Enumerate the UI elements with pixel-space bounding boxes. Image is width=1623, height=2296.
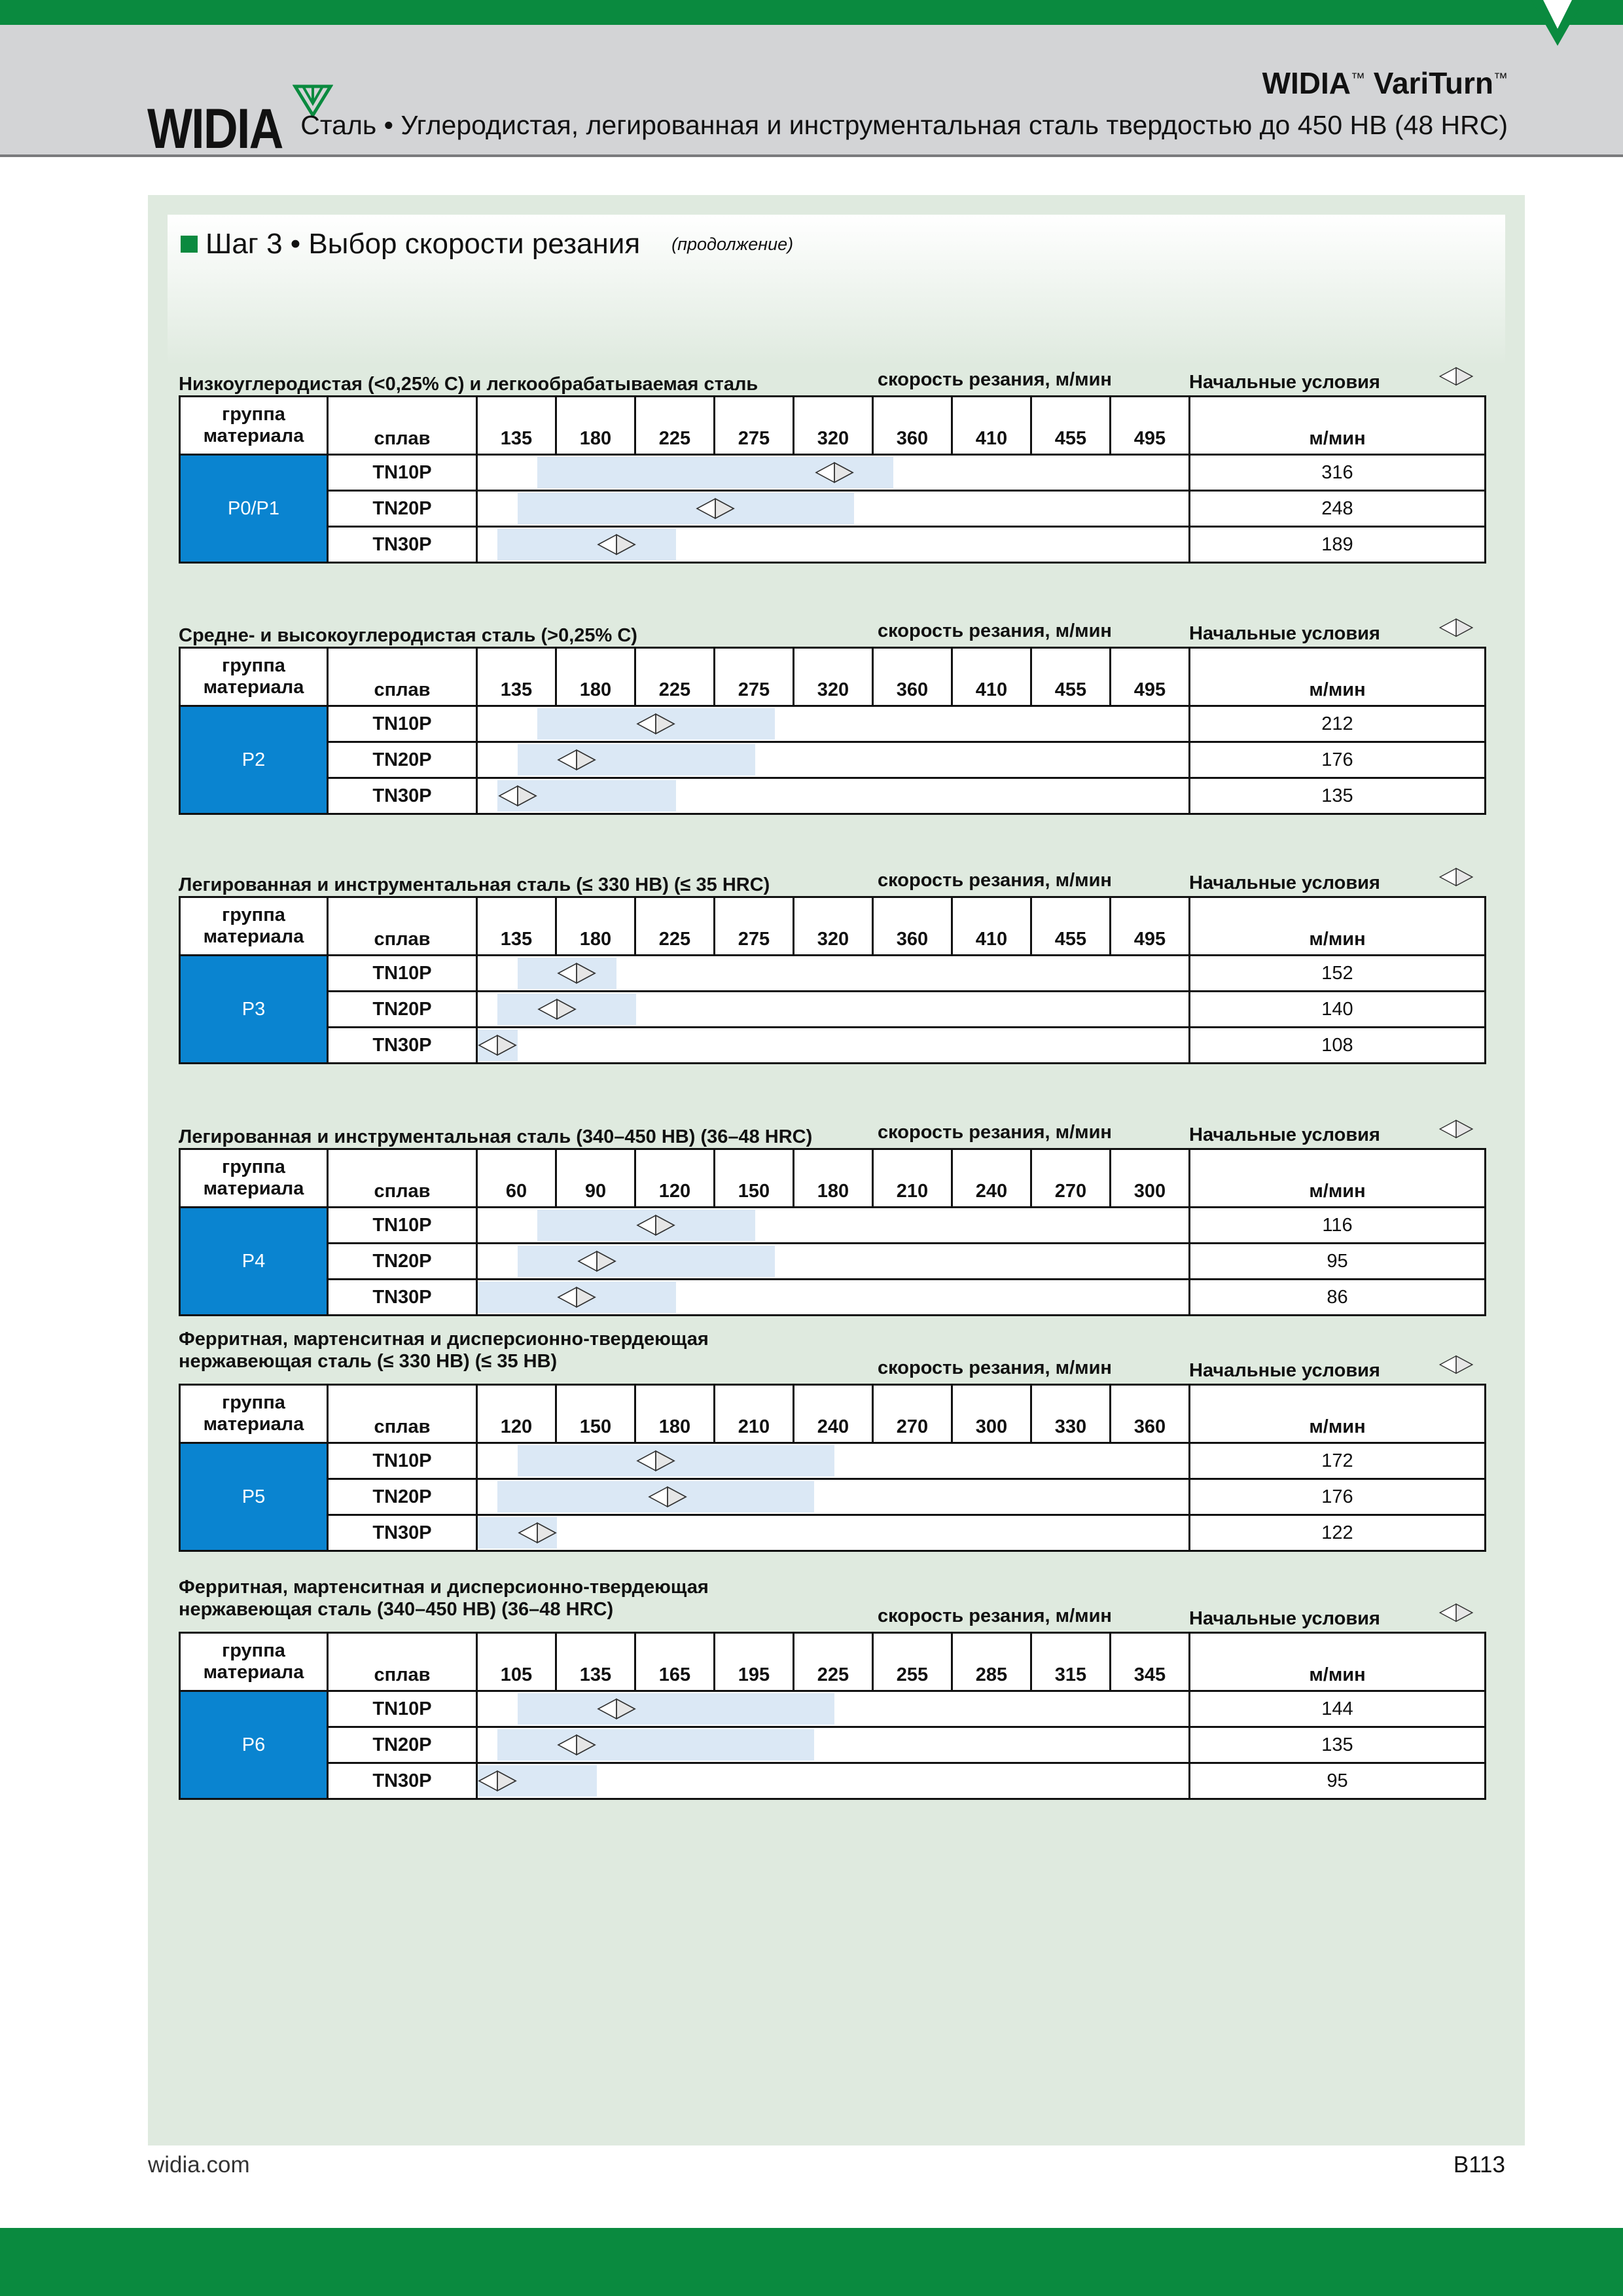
speed-tick-label: 320 (794, 648, 873, 706)
speed-tick-label: 135 (556, 1633, 635, 1691)
speed-range-bar (518, 1445, 834, 1477)
alloy-name: TN10P (328, 455, 477, 491)
start-speed-diamond-icon (478, 1770, 517, 1792)
speed-range-cell (477, 992, 1190, 1028)
speed-tick-label: 240 (794, 1385, 873, 1443)
content-panel (148, 195, 1525, 2145)
speed-range-cell (477, 1691, 1190, 1727)
alloy-name: TN20P (328, 491, 477, 527)
alloy-name: TN30P (328, 1028, 477, 1064)
speed-tick-label: 495 (1111, 648, 1190, 706)
section-title-line-1: Легированная и инструментальная сталь (340–450 HB) (36–48 HRC) (179, 1126, 813, 1147)
speed-tick-label: 210 (873, 1149, 952, 1208)
start-conditions-label: Начальные условия (1189, 1124, 1380, 1145)
table-row (180, 742, 1486, 778)
alloy-name: TN30P (328, 1280, 477, 1316)
speed-tick-label: 195 (715, 1633, 794, 1691)
start-speed-value: 316 (1190, 455, 1486, 491)
speed-range-cell (477, 1028, 1190, 1064)
start-speed-diamond-icon (815, 461, 854, 484)
section-title-line-1: Легированная и инструментальная сталь (≤ 330 HB) (≤ 35 HRC) (179, 874, 770, 895)
table-row (180, 778, 1486, 814)
start-speed-value: 212 (1190, 706, 1486, 742)
header-alloy: сплав (328, 397, 477, 455)
speed-tick-label: 410 (952, 397, 1031, 455)
table-header-row (180, 1385, 1486, 1443)
top-green-band (0, 0, 1623, 25)
header-material-group (180, 897, 328, 956)
header-subtitle: Сталь • Углеродистая, легированная и инструментальная сталь твердостью до 450 HB (48 HRC) (300, 110, 1508, 140)
table-row (180, 956, 1486, 992)
start-conditions-diamond-icon (1436, 367, 1476, 386)
speed-tick-label: 225 (635, 897, 715, 956)
section-title (179, 624, 637, 647)
start-conditions-diamond-icon (1436, 1119, 1476, 1139)
speed-tick-label: 180 (556, 648, 635, 706)
start-speed-diamond-icon (557, 749, 596, 771)
start-conditions-label: Начальные условия (1189, 623, 1380, 644)
speed-tick-label: 345 (1111, 1633, 1190, 1691)
brand-product: VariTurn (1373, 66, 1493, 100)
logo-text: WIDIA (147, 98, 283, 160)
speed-tick-label: 455 (1031, 397, 1111, 455)
speed-tick-label: 240 (952, 1149, 1031, 1208)
table-row (180, 706, 1486, 742)
speed-table (179, 1384, 1486, 1552)
section-title-line-2: нержавеющая сталь (≤ 330 HB) (≤ 35 HB) (179, 1351, 558, 1372)
start-speed-value: 172 (1190, 1443, 1486, 1479)
start-speed-diamond-icon (498, 785, 537, 807)
speed-range-cell (477, 1280, 1190, 1316)
speed-tick-label: 180 (556, 397, 635, 455)
step-continued: (продолжение) (671, 234, 794, 254)
speed-range-bar (518, 1246, 775, 1277)
speed-tick-label: 225 (635, 648, 715, 706)
speed-tick-label: 330 (1031, 1385, 1111, 1443)
header-group-line-1: группа (222, 655, 285, 676)
speed-range-bar (518, 744, 755, 776)
start-conditions-label: Начальные условия (1189, 372, 1380, 393)
speed-tick-label: 90 (556, 1149, 635, 1208)
speed-tick-label: 275 (715, 648, 794, 706)
header-group-line-1: группа (222, 1157, 285, 1177)
material-group-cell: P5 (180, 1443, 328, 1551)
speed-range-cell (477, 706, 1190, 742)
speed-label: скорость резания, м/мин (878, 369, 1112, 390)
table-header-row (180, 897, 1486, 956)
speed-range-cell (477, 1443, 1190, 1479)
start-speed-diamond-icon (518, 1522, 557, 1544)
speed-tick-label: 300 (952, 1385, 1031, 1443)
table-row (180, 992, 1486, 1028)
header-unit: м/мин (1190, 397, 1486, 455)
speed-tick-label: 165 (635, 1633, 715, 1691)
footer-url: widia.com (148, 2152, 250, 2178)
header-alloy: сплав (328, 1385, 477, 1443)
alloy-name: TN20P (328, 992, 477, 1028)
alloy-name: TN30P (328, 527, 477, 563)
bottom-green-band (0, 2228, 1623, 2296)
table-row (180, 1208, 1486, 1244)
table-header-row (180, 1149, 1486, 1208)
speed-range-bar (497, 1729, 814, 1761)
start-speed-value: 176 (1190, 742, 1486, 778)
alloy-name: TN10P (328, 1691, 477, 1727)
alloy-name: TN30P (328, 1763, 477, 1799)
start-speed-value: 152 (1190, 956, 1486, 992)
start-speed-diamond-icon (537, 998, 577, 1020)
speed-range-cell (477, 1515, 1190, 1551)
speed-tick-label: 320 (794, 897, 873, 956)
start-speed-diamond-icon (557, 1734, 596, 1756)
alloy-name: TN10P (328, 1443, 477, 1479)
step-bullet-square (181, 236, 198, 253)
product-brand (1262, 65, 1508, 101)
start-speed-value: 135 (1190, 1727, 1486, 1763)
start-speed-diamond-icon (557, 962, 596, 984)
speed-tick-label: 360 (1111, 1385, 1190, 1443)
speed-range-bar (497, 529, 675, 560)
alloy-name: TN20P (328, 1244, 477, 1280)
brand-main: WIDIA (1262, 66, 1351, 100)
start-conditions-diamond-icon (1436, 867, 1476, 887)
speed-tick-label: 410 (952, 897, 1031, 956)
header-group-line-1: группа (222, 1640, 285, 1661)
speed-label: скорость резания, м/мин (878, 1357, 1112, 1378)
speed-range-cell (477, 1763, 1190, 1799)
table-row (180, 1479, 1486, 1515)
speed-label: скорость резания, м/мин (878, 1122, 1112, 1143)
section-title (179, 1328, 709, 1372)
start-speed-diamond-icon (597, 533, 636, 556)
speed-tick-label: 360 (873, 897, 952, 956)
speed-range-bar (518, 493, 854, 524)
header-alloy: сплав (328, 648, 477, 706)
start-speed-value: 176 (1190, 1479, 1486, 1515)
start-speed-diamond-icon (636, 1450, 675, 1472)
start-speed-value: 248 (1190, 491, 1486, 527)
section-title-line-1: Ферритная, мартенситная и дисперсионно-твердеющая (179, 1577, 709, 1598)
step-heading (181, 228, 793, 260)
table-row (180, 1280, 1486, 1316)
speed-table (179, 1148, 1486, 1316)
material-group-cell: P6 (180, 1691, 328, 1799)
header-unit: м/мин (1190, 648, 1486, 706)
speed-tick-label: 320 (794, 397, 873, 455)
table-row (180, 1691, 1486, 1727)
step-title: Шаг 3 • Выбор скорости резания (205, 228, 641, 260)
start-conditions-diamond-icon (1436, 1355, 1476, 1374)
start-speed-diamond-icon (648, 1486, 687, 1508)
header-group-line-2: материала (203, 1414, 304, 1435)
speed-tick-label: 225 (635, 397, 715, 455)
header-material-group (180, 1633, 328, 1691)
speed-tick-label: 150 (556, 1385, 635, 1443)
speed-tick-label: 210 (715, 1385, 794, 1443)
material-group-cell: P4 (180, 1208, 328, 1316)
start-speed-value: 95 (1190, 1244, 1486, 1280)
section-title (179, 874, 770, 896)
section-title-line-1: Низкоуглеродистая (<0,25% С) и легкообрабатываемая сталь (179, 374, 758, 395)
header-unit: м/мин (1190, 897, 1486, 956)
footer-page-number: B113 (1453, 2152, 1505, 2178)
speed-label: скорость резания, м/мин (878, 870, 1112, 891)
start-speed-diamond-icon (597, 1698, 636, 1720)
table-row (180, 1028, 1486, 1064)
section-title (179, 1576, 709, 1621)
speed-tick-label: 275 (715, 897, 794, 956)
speed-tick-label: 120 (635, 1149, 715, 1208)
speed-tick-label: 150 (715, 1149, 794, 1208)
material-group-cell: P2 (180, 706, 328, 814)
table-header-row (180, 648, 1486, 706)
speed-tick-label: 225 (794, 1633, 873, 1691)
section-title (179, 1126, 812, 1148)
table-row (180, 1515, 1486, 1551)
start-speed-diamond-icon (557, 1286, 596, 1308)
speed-tick-label: 270 (873, 1385, 952, 1443)
start-speed-diamond-icon (478, 1034, 517, 1056)
speed-tick-label: 410 (952, 648, 1031, 706)
speed-tick-label: 255 (873, 1633, 952, 1691)
speed-tick-label: 180 (556, 897, 635, 956)
speed-range-cell (477, 956, 1190, 992)
speed-table (179, 647, 1486, 815)
speed-tick-label: 120 (477, 1385, 556, 1443)
header-group-line-2: материала (203, 677, 304, 698)
start-conditions-diamond-icon (1436, 618, 1476, 637)
section-title-line-1: Средне- и высокоуглеродистая сталь (>0,25% С) (179, 625, 637, 646)
header-group-line-2: материала (203, 425, 304, 446)
table-row (180, 527, 1486, 563)
start-speed-value: 86 (1190, 1280, 1486, 1316)
section-title-line-1: Ферритная, мартенситная и дисперсионно-твердеющая (179, 1329, 709, 1350)
speed-tick-label: 270 (1031, 1149, 1111, 1208)
speed-tick-label: 180 (635, 1385, 715, 1443)
speed-tick-label: 495 (1111, 897, 1190, 956)
speed-range-cell (477, 491, 1190, 527)
header-material-group (180, 648, 328, 706)
speed-tick-label: 360 (873, 648, 952, 706)
header-group-line-1: группа (222, 1392, 285, 1413)
start-speed-value: 140 (1190, 992, 1486, 1028)
start-conditions-label: Начальные условия (1189, 1608, 1380, 1629)
start-conditions-label: Начальные условия (1189, 1360, 1380, 1381)
start-speed-value: 108 (1190, 1028, 1486, 1064)
speed-tick-label: 135 (477, 397, 556, 455)
speed-tick-label: 60 (477, 1149, 556, 1208)
header-material-group (180, 1385, 328, 1443)
start-conditions-diamond-icon (1436, 1603, 1476, 1623)
page-header (0, 25, 1623, 160)
start-speed-diamond-icon (636, 713, 675, 735)
speed-range-cell (477, 1244, 1190, 1280)
header-group-line-1: группа (222, 404, 285, 425)
header-unit: м/мин (1190, 1633, 1486, 1691)
start-speed-diamond-icon (636, 1214, 675, 1236)
header-group-line-2: материала (203, 1178, 304, 1199)
speed-range-bar (518, 1693, 834, 1725)
speed-tick-label: 455 (1031, 648, 1111, 706)
section-title (179, 373, 758, 395)
table-header-row (180, 397, 1486, 455)
corner-triangle-inner (1543, 0, 1572, 29)
header-alloy: сплав (328, 1149, 477, 1208)
header-unit: м/мин (1190, 1385, 1486, 1443)
header-alloy: сплав (328, 897, 477, 956)
start-speed-value: 144 (1190, 1691, 1486, 1727)
alloy-name: TN10P (328, 706, 477, 742)
speed-tick-label: 180 (794, 1149, 873, 1208)
table-header-row (180, 1633, 1486, 1691)
alloy-name: TN30P (328, 1515, 477, 1551)
speed-range-cell (477, 527, 1190, 563)
speed-range-cell (477, 1479, 1190, 1515)
speed-tick-label: 360 (873, 397, 952, 455)
start-speed-value: 95 (1190, 1763, 1486, 1799)
alloy-name: TN10P (328, 956, 477, 992)
alloy-name: TN20P (328, 1727, 477, 1763)
alloy-name: TN30P (328, 778, 477, 814)
speed-table (179, 1632, 1486, 1800)
table-row (180, 455, 1486, 491)
table-row (180, 1763, 1486, 1799)
speed-label: скорость резания, м/мин (878, 620, 1112, 641)
speed-tick-label: 455 (1031, 897, 1111, 956)
speed-range-cell (477, 1208, 1190, 1244)
speed-tick-label: 300 (1111, 1149, 1190, 1208)
header-unit: м/мин (1190, 1149, 1486, 1208)
speed-tick-label: 315 (1031, 1633, 1111, 1691)
speed-tick-label: 135 (477, 648, 556, 706)
section-title-line-2: нержавеющая сталь (340–450 HB) (36–48 HRC) (179, 1599, 614, 1620)
start-speed-value: 189 (1190, 527, 1486, 563)
alloy-name: TN10P (328, 1208, 477, 1244)
material-group-cell: P3 (180, 956, 328, 1064)
header-group-line-1: группа (222, 905, 285, 925)
start-speed-value: 122 (1190, 1515, 1486, 1551)
start-speed-diamond-icon (577, 1250, 616, 1272)
header-material-group (180, 1149, 328, 1208)
table-row (180, 491, 1486, 527)
alloy-name: TN20P (328, 1479, 477, 1515)
table-row (180, 1244, 1486, 1280)
speed-tick-label: 285 (952, 1633, 1031, 1691)
brand-tm-1: ™ (1351, 69, 1366, 86)
speed-range-cell (477, 1727, 1190, 1763)
alloy-name: TN20P (328, 742, 477, 778)
table-row (180, 1443, 1486, 1479)
start-speed-value: 116 (1190, 1208, 1486, 1244)
speed-tick-label: 275 (715, 397, 794, 455)
speed-tick-label: 105 (477, 1633, 556, 1691)
start-conditions-label: Начальные условия (1189, 872, 1380, 893)
speed-label: скорость резания, м/мин (878, 1605, 1112, 1626)
table-row (180, 1727, 1486, 1763)
header-group-line-2: материала (203, 926, 304, 947)
start-speed-value: 135 (1190, 778, 1486, 814)
speed-tick-label: 135 (477, 897, 556, 956)
speed-range-cell (477, 742, 1190, 778)
header-group-line-2: материала (203, 1662, 304, 1683)
header-material-group (180, 397, 328, 455)
header-alloy: сплав (328, 1633, 477, 1691)
widia-logo (147, 85, 306, 160)
brand-tm-2: ™ (1493, 69, 1508, 86)
speed-table (179, 896, 1486, 1064)
speed-range-cell (477, 455, 1190, 491)
speed-table (179, 395, 1486, 564)
material-group-cell: P0/P1 (180, 455, 328, 563)
start-speed-diamond-icon (696, 497, 735, 520)
speed-range-cell (477, 778, 1190, 814)
speed-tick-label: 495 (1111, 397, 1190, 455)
